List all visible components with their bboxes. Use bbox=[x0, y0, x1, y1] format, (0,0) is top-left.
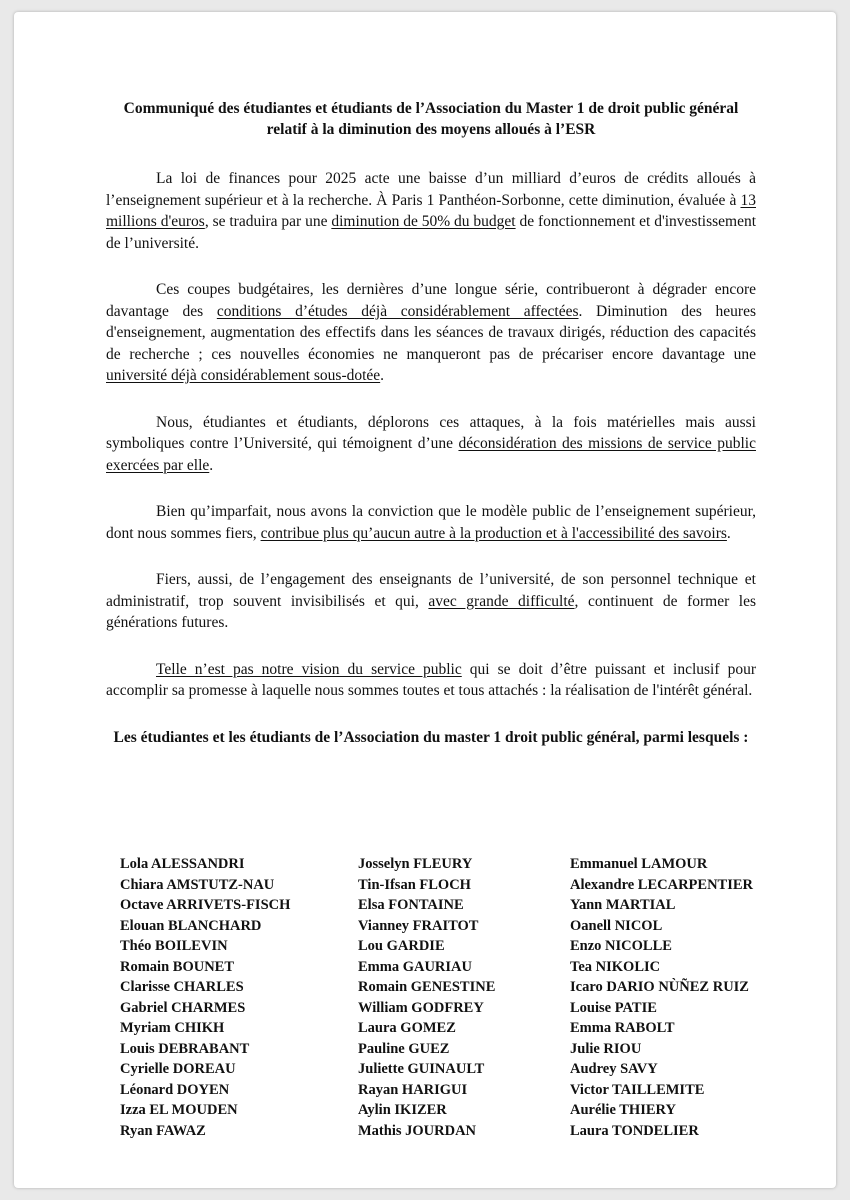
signatory-name: Emma RABOLT bbox=[570, 1020, 675, 1036]
text-segment: . bbox=[209, 456, 214, 474]
closing-line: Les étudiantes et les étudiants de l’Association du master 1 droit public général, parmi lesquels : bbox=[113, 728, 749, 746]
text-segment: Nous, étudiantes et étudiants, déplorons ces attaques, à la fois matérielles mais aussi symboliques contre l’Université, qui témoignent d’une bbox=[106, 413, 756, 452]
text-segment: Ces coupes budgétaires, les dernières d’une longue série, contribueront à dégrader encore davantage des bbox=[106, 281, 756, 320]
signatories-column-1 bbox=[120, 854, 358, 1141]
paragraph-2 bbox=[106, 279, 756, 387]
underlined-phrase: diminution de 50% du budget bbox=[331, 213, 516, 230]
underlined-phrase: université déjà considérablement sous-dotée bbox=[106, 367, 381, 384]
text-segment: . bbox=[726, 524, 731, 542]
signatory-name: William GODFREY bbox=[358, 999, 484, 1016]
text-segment: , se traduira par une bbox=[204, 213, 332, 230]
signatory-name: Octave ARRIVETS-FISCH bbox=[120, 897, 291, 913]
signatory-name: Lola ALESSANDRI bbox=[120, 856, 245, 872]
text-segment: Bien qu’imparfait, nous avons la conviction que le modèle public de l’enseignement supérieur, dont nous sommes fiers, bbox=[106, 503, 756, 542]
signatory-name: Cyrielle DOREAU bbox=[120, 1061, 236, 1077]
signatory-name: Tea NIKOLIC bbox=[570, 958, 661, 975]
signatory-name: Elsa FONTAINE bbox=[358, 897, 464, 913]
signatory-name: Vianney FRAITOT bbox=[358, 917, 479, 934]
signatory-name: Tin-Ifsan FLOCH bbox=[358, 876, 471, 893]
document-title: Communiqué des étudiantes et étudiants de l’Association du Master 1 de droit public général relatif à la diminution des moyens alloués à l’ESR bbox=[123, 100, 739, 138]
signatories-column-2 bbox=[358, 854, 570, 1141]
signatory-name: Romain GENESTINE bbox=[358, 979, 496, 995]
paragraph-5 bbox=[106, 569, 756, 634]
signatory-name: Chiara AMSTUTZ-NAU bbox=[120, 876, 275, 893]
underlined-phrase: Telle n’est pas notre vision du service public bbox=[156, 660, 462, 678]
signatory-name: Aurélie THIERY bbox=[570, 1102, 676, 1118]
signatory-name: Josselyn FLEURY bbox=[358, 856, 473, 872]
signatory-name: Myriam CHIKH bbox=[120, 1020, 225, 1036]
signatory-name: Rayan HARIGUI bbox=[358, 1081, 468, 1098]
signatory-name: Laura TONDELIER bbox=[570, 1122, 699, 1139]
signatory-name: Théo BOILEVIN bbox=[120, 938, 228, 954]
signatory-name: Lou GARDIE bbox=[358, 938, 445, 954]
signatory-name: Emma GAURIAU bbox=[358, 958, 472, 975]
underlined-phrase: conditions d’études déjà considérablement affectées bbox=[216, 302, 579, 320]
signatory-name: Izza EL MOUDEN bbox=[120, 1102, 238, 1118]
paragraphs bbox=[106, 168, 756, 702]
signatory-name: Gabriel CHARMES bbox=[120, 999, 246, 1016]
underlined-phrase: avec grande difficulté bbox=[428, 592, 575, 610]
text-segment: de fonctionnement et d'investissement de l’université. bbox=[106, 213, 757, 252]
text-segment: qui se doit d’être puissant et inclusif pour accomplir sa promesse à laquelle nous sommes toutes et tous attachés : la réalisation de l'intérêt général. bbox=[106, 660, 756, 699]
paragraph-4 bbox=[106, 501, 756, 544]
text-segment: Fiers, aussi, de l’engagement des enseignants de l’université, de son personnel technique et administratif, trop souvent invisibilisés et qui, bbox=[106, 571, 756, 610]
text-segment: , continuent de former les générations futures. bbox=[106, 592, 756, 631]
signatory-name: Louis DEBRABANT bbox=[120, 1040, 250, 1057]
signatory-name: Elouan BLANCHARD bbox=[120, 917, 262, 934]
underlined-phrase: contribue plus qu’aucun autre à la production et à l'accessibilité des savoirs bbox=[260, 524, 727, 542]
paragraph-6 bbox=[106, 659, 756, 702]
signatories-column-3 bbox=[570, 854, 800, 1141]
paragraph-1 bbox=[106, 168, 756, 254]
signatory-name: Oanell NICOL bbox=[570, 917, 663, 934]
signatory-name: Aylin IKIZER bbox=[358, 1102, 447, 1118]
signatory-name: Victor TAILLEMITE bbox=[570, 1081, 705, 1098]
document-page bbox=[14, 12, 836, 1188]
signatory-name: Enzo NICOLLE bbox=[570, 938, 672, 954]
signatories-list bbox=[120, 854, 800, 1141]
document-body bbox=[106, 98, 756, 748]
signatory-name: Clarisse CHARLES bbox=[120, 979, 244, 995]
signatory-name: Alexandre LECARPENTIER bbox=[570, 876, 754, 893]
text-segment: . bbox=[380, 367, 385, 384]
signatory-name: Icaro DARIO NÙÑEZ RUIZ bbox=[570, 979, 749, 995]
signatory-name: Romain BOUNET bbox=[120, 958, 235, 975]
text-segment: La loi de finances pour 2025 acte une baisse d’un milliard d’euros de crédits alloués à l’enseignement supérieur et à la recherche. À Paris 1 Panthéon-Sorbonne, cette diminution, évaluée à bbox=[106, 170, 756, 209]
signatory-name: Léonard DOYEN bbox=[120, 1081, 230, 1098]
signatory-name: Emmanuel LAMOUR bbox=[570, 856, 708, 872]
signatory-name: Ryan FAWAZ bbox=[120, 1122, 206, 1139]
underlined-phrase: déconsidération des missions de service public exercées par elle bbox=[106, 435, 756, 474]
signatory-name: Mathis JOURDAN bbox=[358, 1122, 477, 1139]
signatory-name: Pauline GUEZ bbox=[358, 1040, 450, 1057]
signatory-name: Audrey SAVY bbox=[570, 1061, 658, 1077]
text-segment: . Diminution des heures d'enseignement, augmentation des effectifs dans les séances de travaux dirigés, réduction des capacités de recherche ; ces nouvelles économies ne manqueront pas de précariser encore davantage une bbox=[106, 302, 756, 363]
signatory-name: Julie RIOU bbox=[570, 1040, 642, 1057]
signatory-name: Juliette GUINAULT bbox=[358, 1061, 485, 1077]
signatory-name: Louise PATIE bbox=[570, 999, 657, 1016]
paragraph-3 bbox=[106, 412, 756, 477]
signatory-name: Laura GOMEZ bbox=[358, 1020, 456, 1036]
signatory-name: Yann MARTIAL bbox=[570, 897, 676, 913]
underlined-phrase: 13 millions d'euros bbox=[106, 191, 756, 230]
